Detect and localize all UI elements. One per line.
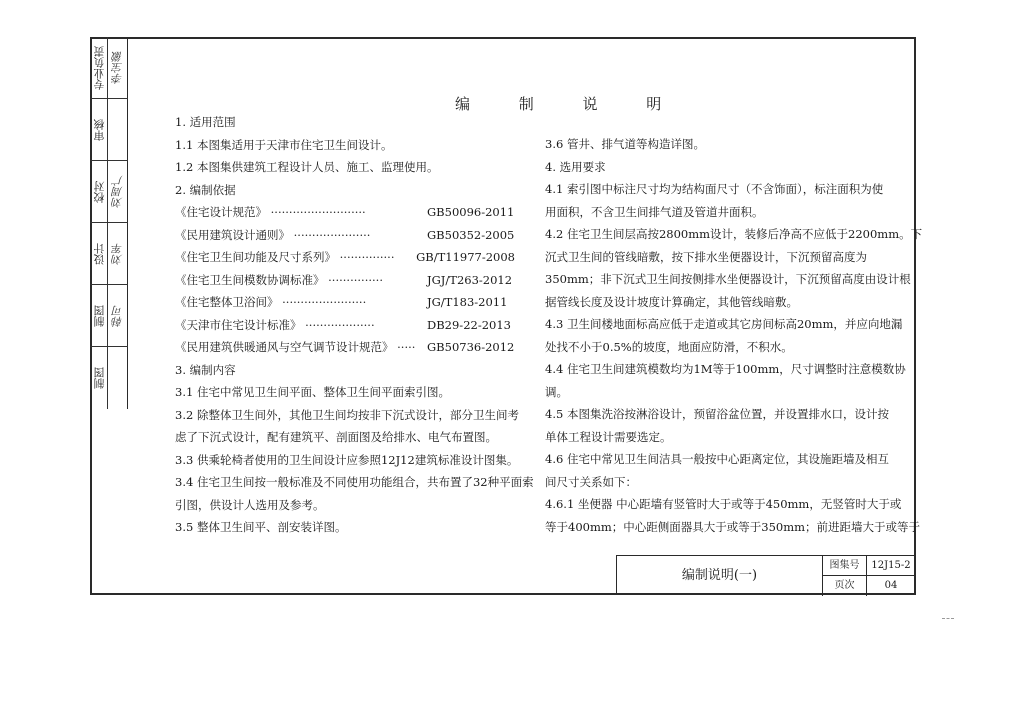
reference-name: 《住宅整体卫浴间》 ······················· xyxy=(175,295,367,309)
paragraph-line: 3.5 整体卫生间平、剖安装详图。 xyxy=(175,520,347,534)
paragraph-line: 4.4 住宅卫生间建筑模数均为1M等于100mm，尺寸调整时注意模数协 xyxy=(545,362,906,376)
sidebar-role: 审核 xyxy=(93,119,106,141)
section-heading: 3. 编制内容 xyxy=(175,362,236,377)
reference-code: JG/T183-2011 xyxy=(427,295,508,309)
sidebar-cell-draw xyxy=(90,285,128,347)
atlas-number-label: 图集号 xyxy=(823,556,867,576)
scan-mark xyxy=(942,618,954,619)
reference-row xyxy=(175,246,515,269)
paragraph-line: 3.3 供乘轮椅者使用的卫生间设计应参照12J12建筑标准设计图集。 xyxy=(175,452,519,467)
paragraph-line: 4.2 住宅卫生间层高按2800mm设计，装修后净高不应低于2200mm。下 xyxy=(545,227,923,241)
paragraph-line: 4.6.1 坐便器 中心距墙有竖管时大于或等于450mm，无竖管时大于或 xyxy=(545,497,902,511)
atlas-number-value: 12J15-2 xyxy=(867,556,915,576)
reference-name: 《民用建筑设计通则》 ····················· xyxy=(175,227,371,242)
page-title: 编 制 说 明 xyxy=(455,95,684,113)
reference-name: 《住宅卫生间模数协调标准》 ··············· xyxy=(175,272,383,287)
paragraph-line: 3.1 住宅中常见卫生间平面、整体卫生间平面索引图。 xyxy=(175,385,450,399)
signature-sidebar xyxy=(90,37,128,409)
sidebar-role: 校对 xyxy=(93,181,106,203)
reference-name: 《住宅设计规范》 ·························· xyxy=(175,205,366,219)
title-block xyxy=(616,555,916,595)
paragraph-line: 4.1 索引图中标注尺寸均为结构面尺寸（不含饰面），标注面积为使 xyxy=(545,182,884,196)
paragraph-line: 3.4 住宅卫生间按一般标准及不同使用功能组合，共布置了32种平面索 xyxy=(175,475,534,489)
paragraph-line: 1.2 本图集供建筑工程设计人员、施工、监理使用。 xyxy=(175,160,439,174)
reference-row xyxy=(175,224,515,247)
reference-name: 《天津市住宅设计标准》 ··················· xyxy=(175,317,375,332)
sidebar-role: 设计 xyxy=(93,243,106,265)
reference-code: GB50736-2012 xyxy=(427,340,515,354)
sidebar-cell-chief xyxy=(90,37,128,99)
paragraph-line: 350mm；非下沉式卫生间按侧排水坐便器设计，下沉预留高度由设计根 xyxy=(545,272,911,286)
sidebar-cell-review xyxy=(90,99,128,161)
reference-name: 《住宅卫生间功能及尺寸系列》 ··············· xyxy=(175,250,395,264)
paragraph-line: 沉式卫生间的管线暗敷，按下排水坐便器设计，下沉预留高度为 xyxy=(545,249,867,264)
reference-row xyxy=(175,291,515,314)
paragraph-line: 3.2 除整体卫生间外，其他卫生间均按非下沉式设计，部分卫生间考 xyxy=(175,407,519,422)
page-number-label: 页次 xyxy=(823,576,867,596)
reference-code: GB50352-2005 xyxy=(427,227,515,242)
reference-row xyxy=(175,314,515,337)
sidebar-signature: 李宝徽 xyxy=(111,51,124,85)
paragraph-line: 用面积，不含卫生间排气道及管道井面积。 xyxy=(545,204,764,219)
paragraph-line: 处找不小于0.5%的坡度，地面应防滑，不积水。 xyxy=(545,339,793,354)
sidebar-signature xyxy=(110,103,125,157)
reference-code: JGJ/T263-2012 xyxy=(427,272,513,287)
reference-code: GB50096-2011 xyxy=(427,205,515,219)
drawing-name: 编制说明(一) xyxy=(617,556,823,596)
sidebar-role: 制图 xyxy=(93,367,106,389)
paragraph-line: 调。 xyxy=(545,384,568,399)
paragraph-line: 4.3 卫生间楼地面标高应低于走道或其它房间标高20mm，并应向地漏 xyxy=(545,317,903,331)
sidebar-signature xyxy=(110,351,125,405)
reference-code: GB/T11977-2008 xyxy=(416,250,515,264)
sidebar-role: 专业负责 xyxy=(93,46,106,90)
paragraph-line: 引图，供设计人选用及参考。 xyxy=(175,497,325,512)
reference-row xyxy=(175,269,515,292)
sidebar-cell-proof xyxy=(90,161,128,223)
section-heading: 4. 选用要求 xyxy=(545,159,606,174)
reference-name: 《民用建筑供暖通风与空气调节设计规范》 ····· xyxy=(175,340,416,354)
section-heading: 2. 编制依据 xyxy=(175,182,236,197)
paragraph-line: 间尺寸关系如下： xyxy=(545,474,637,489)
reference-code: DB29-22-2013 xyxy=(427,317,511,332)
paragraph-line: 4.5 本图集洗浴按淋浴设计，预留浴盆位置，并设置排水口，设计按 xyxy=(545,407,889,421)
reference-row xyxy=(175,336,515,359)
sidebar-role: 制图 xyxy=(93,305,106,327)
sidebar-signature: 刘周广 xyxy=(111,175,124,209)
paragraph-line: 据管线长度及设计坡度计算确定，其他管线暗敷。 xyxy=(545,294,798,309)
paragraph-line: 等于400mm；中心距侧面器具大于或等于350mm；前进距墙大于或等于 xyxy=(545,519,921,534)
sidebar-cell-design xyxy=(90,223,128,285)
paragraph-line: 1.1 本图集适用于天津市住宅卫生间设计。 xyxy=(175,137,393,152)
sidebar-signature: 韩可 xyxy=(111,305,124,327)
paragraph-line: 4.6 住宅中常见卫生间洁具一般按中心距离定位，其设施距墙及相互 xyxy=(545,452,889,466)
left-column xyxy=(175,111,534,539)
sidebar-cell-draw2 xyxy=(90,347,128,409)
page-number-value: 04 xyxy=(884,580,898,591)
reference-row xyxy=(175,201,515,224)
paragraph-line: 虑了下沉式设计，配有建筑平、剖面图及给排水、电气布置图。 xyxy=(175,430,497,444)
paragraph-line: 单体工程设计需要选定。 xyxy=(545,429,672,444)
right-column xyxy=(545,133,923,538)
paragraph-line: 3.6 管井、排气道等构造详图。 xyxy=(545,137,705,151)
section-heading: 1. 适用范围 xyxy=(175,115,236,129)
sidebar-signature: 刘军 xyxy=(111,243,124,265)
